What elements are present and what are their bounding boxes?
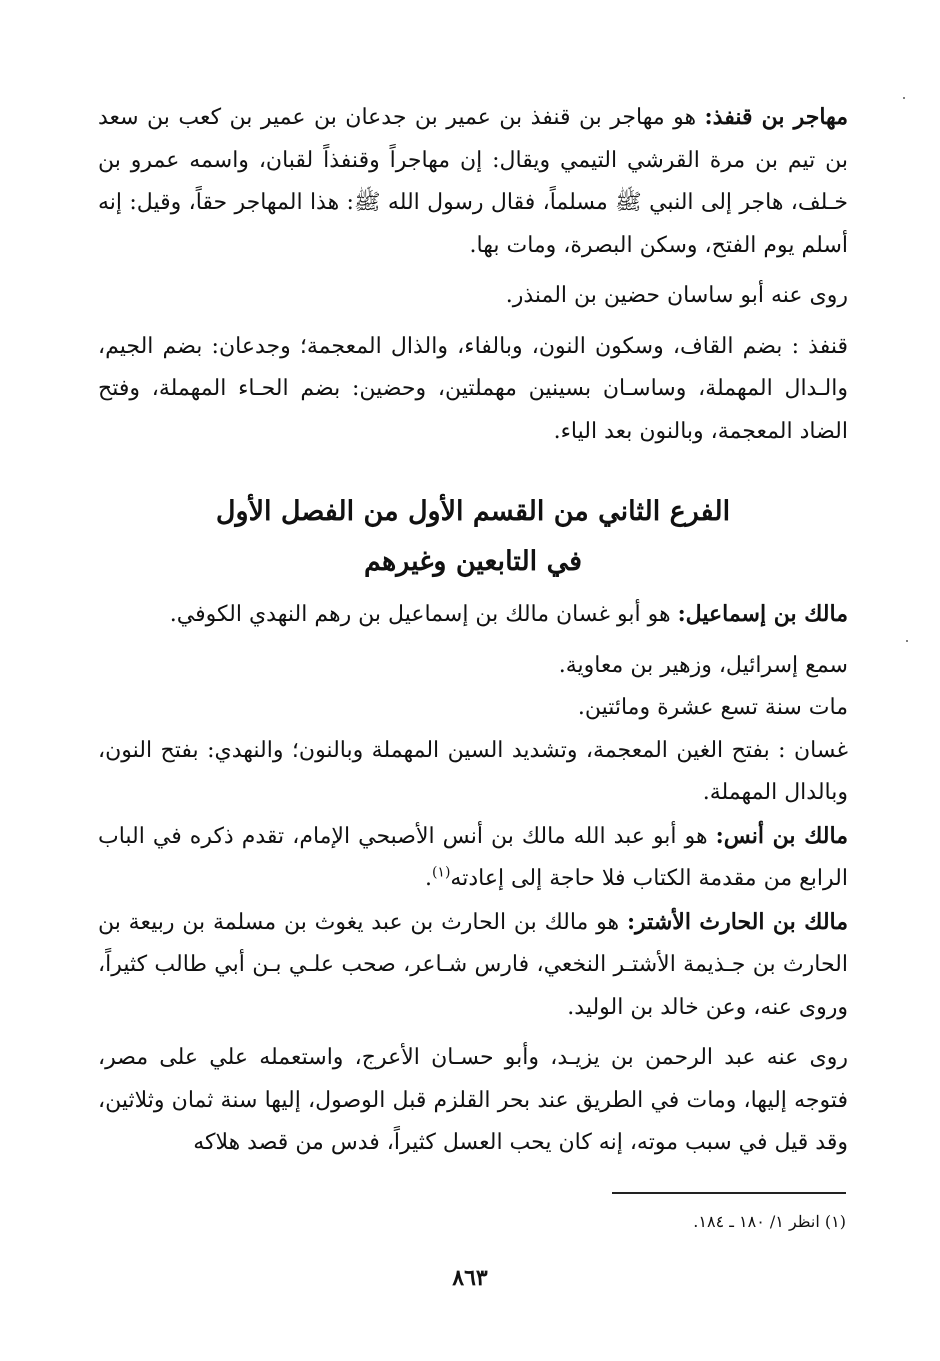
section-heading	[98, 487, 848, 587]
entry-text: غسان : بفتح الغين المعجمة، وتشديد السين المهملة وبالنون؛ والنهدي: بفتح النون، وبالدال المهملة.	[98, 737, 848, 805]
entry-name: مالك بن الحارث الأشتر:	[626, 908, 849, 935]
entry-malik-al-ashtar	[98, 901, 848, 1030]
section-heading-line-1: الفرع الثاني من القسم الأول من الفصل الأول	[215, 496, 731, 527]
entry-name: مالك بن أنس:	[715, 822, 848, 849]
entry-muhajir-ibn-qunfudh	[98, 96, 848, 267]
entry-text: سمع إسرائيل، وزهير بن معاوية.	[558, 652, 848, 678]
page-number: ٨٦٣	[452, 1265, 488, 1291]
entry-text: هو مهاجر بن قنفذ بن عمير بن جدعان بن عمير بن كعب بن سعد بن تيم بن مرة القرشي التيمي ويقال: إن مهاجراً وقنفذاً لقبان، واسمه عمرو بن خـلف، هاجر إلى النبي ﷺ مسلماً، فقال رسول الله ﷺ: هذا المهاجر حقاً، وقيل: إنه أسلم يوم الفتح، وسكن البصرة، ومات بها.	[98, 105, 848, 258]
footnote-divider	[612, 1192, 846, 1194]
pronunciation-note	[98, 326, 848, 454]
entry-malik-ibn-ismail	[98, 593, 848, 637]
footnote: (١) انظر ١/ ١٨٠ ـ ١٨٤.	[693, 1212, 846, 1231]
entry-text: هو أبو عبد الله مالك بن أنس الأصبحي الإمام، تقدم ذكره في الباب الرابع من مقدمة الكتاب فلا حاجة إلى إعادته	[98, 823, 848, 891]
page-body	[98, 96, 848, 1165]
entry-name: مهاجر بن قنفذ:	[704, 104, 848, 130]
entry-text: روى عنه أبو ساسان حضين بن المنذر.	[505, 283, 848, 308]
entry-text: مات سنة تسع عشرة ومائتين.	[577, 695, 848, 720]
death-year-paragraph	[98, 687, 848, 730]
narrator-paragraph	[98, 275, 848, 318]
footnote-reference[interactable]: (١)	[431, 864, 451, 881]
entry-text: هو مالك بن الحارث بن عبد يغوث بن مسلمة بن ربيعة بن الحارث بن جـذيمة الأشتـر النخعي، فارس شـاعر، صحب علـي بـن أبي طالب كثيراً، وروى عنه، وعن خالد بن الوليد.	[98, 909, 848, 1020]
scan-speck	[903, 97, 905, 99]
entry-text: روى عنه عبد الرحمن بن يزيـد، وأبو حسـان الأعرج، واستعمله علي على مصر، فتوجه إليها، ومات في الطريق عند بحر القلزم قبل الوصول، إليها سنة ثمان وثلاثين، وقد قيل في سبب موته، إنه كان يحب العسل كثيراً، فدس من قصد هلاكه	[98, 1045, 848, 1155]
scan-speck	[906, 640, 908, 642]
entry-text: هو أبو غسان مالك بن إسماعيل بن رهم النهدي الكوفي.	[169, 602, 678, 627]
entry-text: قنفذ : بضم القاف، وسكون النون، وبالفاء، والذال المعجمة؛ وجدعان: بضم الجيم، والـدال المهملة، وساسـان بسينين مهملتين، وحضين: بضم الحـاء المهملة، وفتح الضاد المعجمة، وبالنون بعد الياء.	[98, 333, 848, 444]
heard-from-paragraph	[98, 645, 848, 688]
entry-malik-ibn-anas	[98, 815, 848, 901]
section-heading-line-2: في التابعين وغيرهم	[364, 546, 582, 577]
narrators-paragraph	[98, 1037, 848, 1165]
entry-name: مالك بن إسماعيل:	[677, 601, 848, 627]
entry-text-end: .	[424, 866, 432, 891]
pronunciation-note	[98, 730, 848, 815]
